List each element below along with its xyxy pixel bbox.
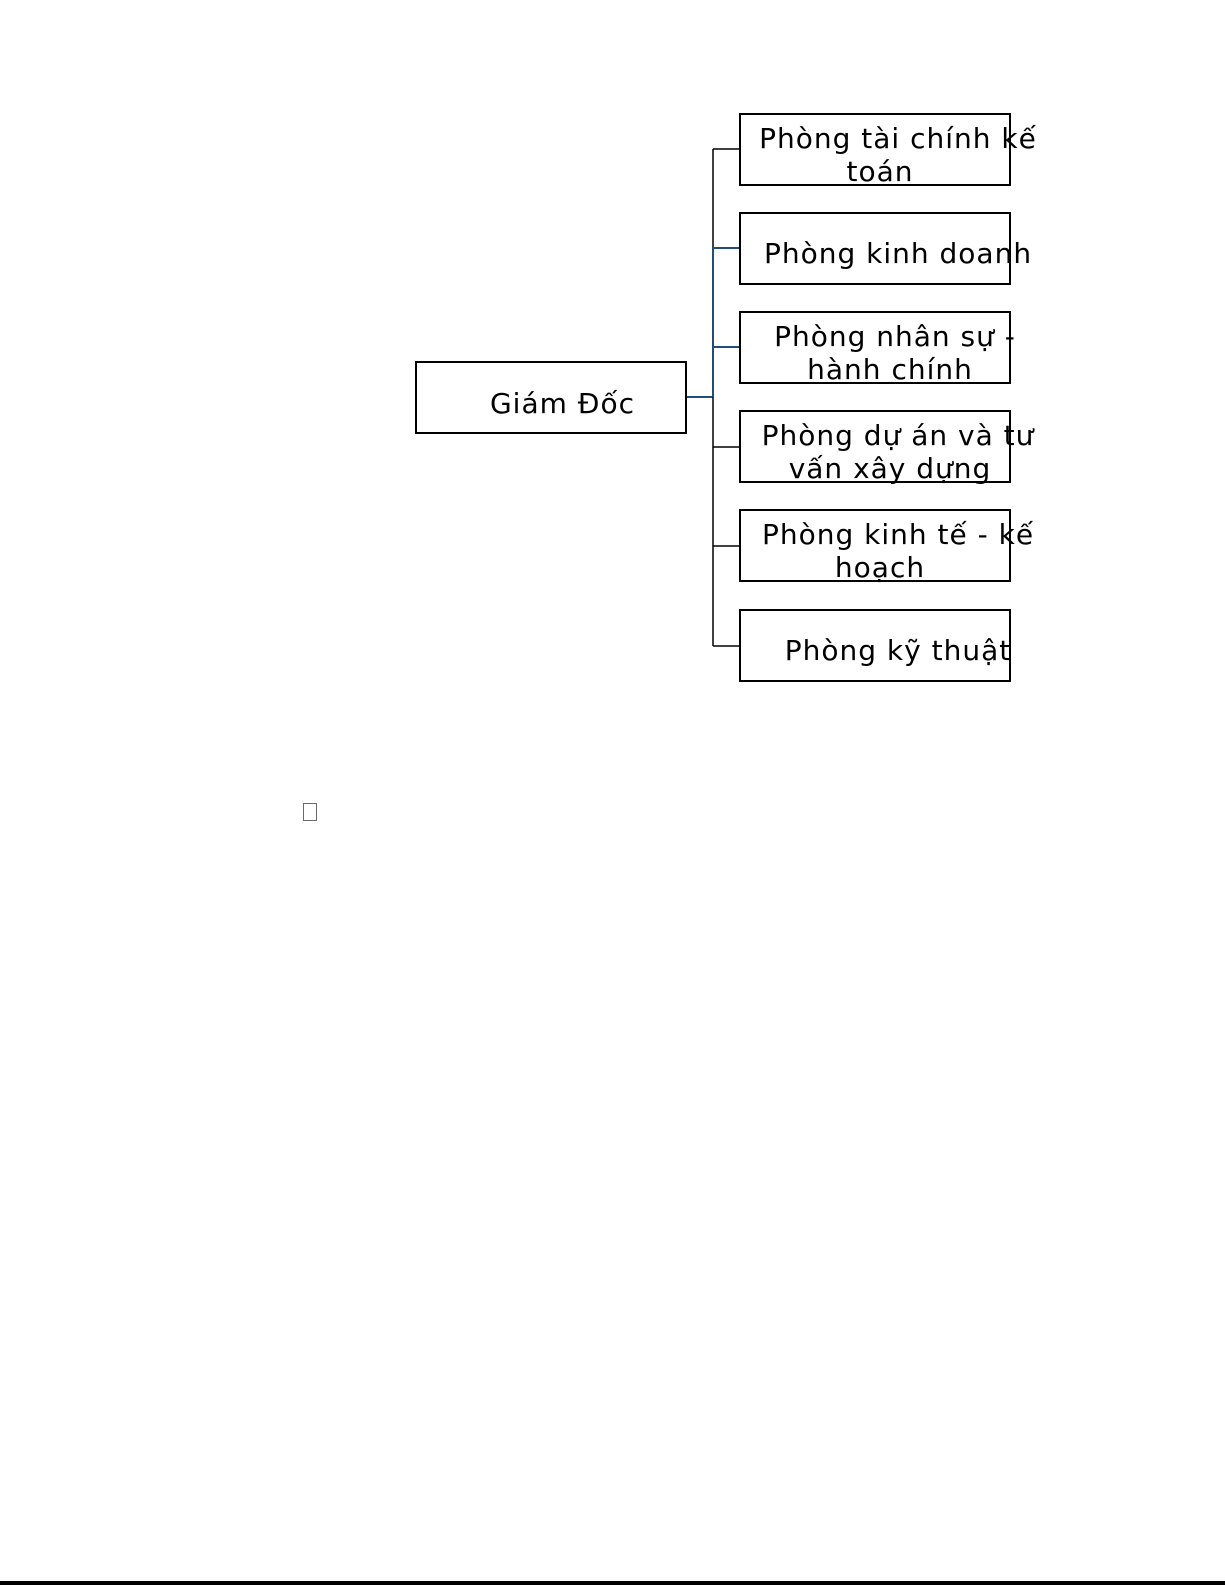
department-node-label-3-line-1: Phòng nhân sự - <box>774 320 1016 353</box>
department-node-label-4-line-1: Phòng dự án và tư <box>761 419 1035 452</box>
department-node-label-6-line-1: Phòng kỹ thuật <box>784 634 1012 667</box>
department-node-label-1-line-2: toán <box>846 155 914 188</box>
root-node-label: Giám Đốc <box>489 387 636 420</box>
page-bottom-edge <box>0 1581 1225 1585</box>
department-node-label-1-line-1: Phòng tài chính kế <box>759 122 1037 155</box>
department-node-label-4-line-2: vấn xây dựng <box>788 452 992 485</box>
department-node-label-3-line-2: hành chính <box>807 353 973 386</box>
department-node-label-2-line-1: Phòng kinh doanh <box>763 237 1033 270</box>
missing-glyph-icon <box>303 803 317 821</box>
department-node-label-5-line-1: Phòng kinh tế - kế <box>761 518 1035 551</box>
department-node-label-5-line-2: hoạch <box>834 551 926 584</box>
